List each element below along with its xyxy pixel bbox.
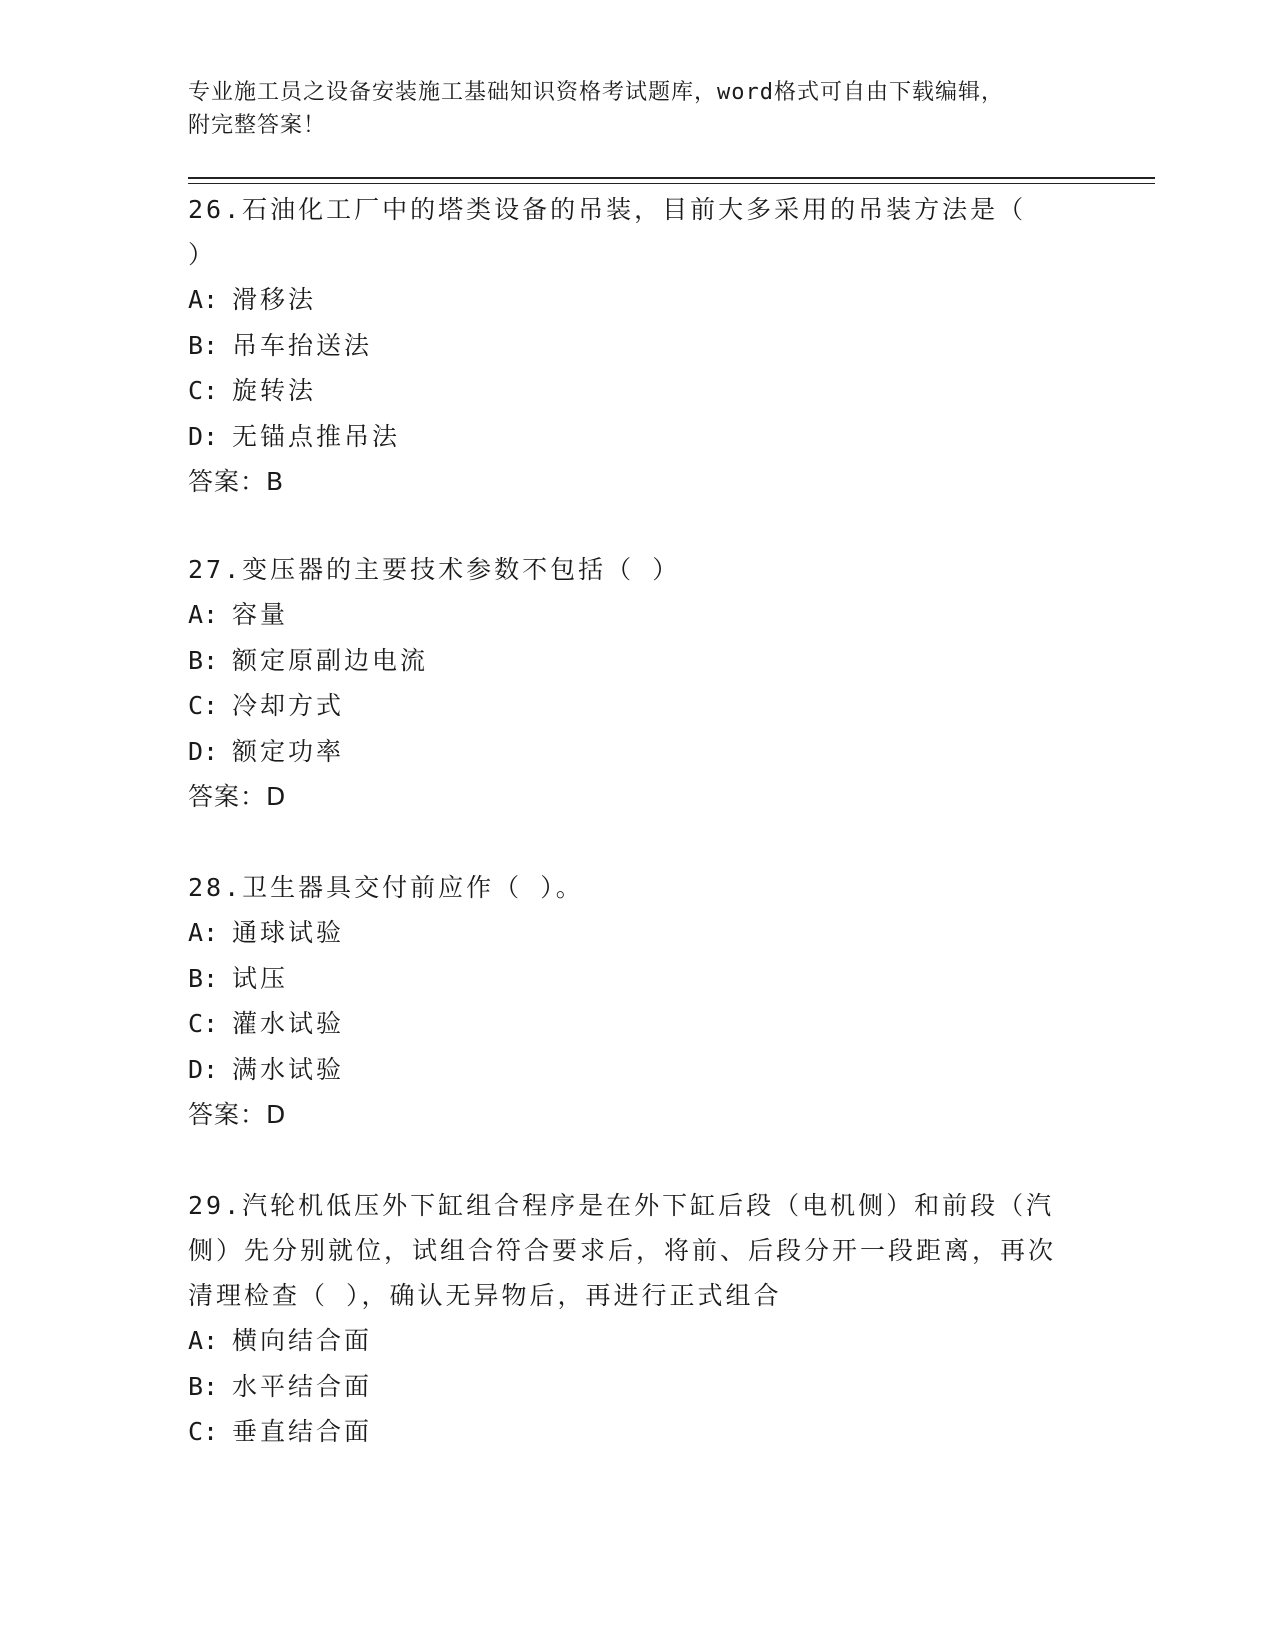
- question-27: [188, 547, 1088, 819]
- option-b: [188, 956, 1088, 1002]
- option-letter: B:: [188, 645, 219, 675]
- option-text: 无锚点推吊法: [232, 421, 401, 451]
- option-letter: A:: [188, 918, 219, 947]
- option-text: 水平结合面: [232, 1371, 373, 1401]
- option-c: [188, 368, 1088, 414]
- option-letter: C:: [188, 1009, 219, 1038]
- option-text: 额定功率: [232, 736, 345, 766]
- option-letter: B:: [188, 963, 219, 993]
- option-a: [188, 1318, 1088, 1364]
- option-letter: D:: [188, 736, 219, 766]
- question-stem: 28.卫生器具交付前应作（ ）。: [188, 873, 584, 902]
- option-c: [188, 683, 1088, 729]
- option-letter: C:: [188, 1417, 219, 1446]
- option-letter: C:: [188, 691, 219, 720]
- answer-text: 答案：D: [188, 782, 287, 811]
- question-stem: 29.汽轮机低压外下缸组合程序是在外下缸后段（电机侧）和前段（汽侧）先分别就位，试组合符合要求后，将前、后段分开一段距离，再次清理检查（ ），确认无异物后，再进行正式组合: [188, 1191, 1057, 1310]
- question-29: [188, 1183, 1088, 1455]
- option-text: 通球试验: [232, 918, 345, 947]
- question-28: [188, 865, 1088, 1137]
- option-text: 试压: [232, 963, 289, 993]
- option-text: 垂直结合面: [232, 1417, 373, 1446]
- option-text: 吊车抬送法: [232, 330, 373, 360]
- option-text: 旋转法: [232, 376, 317, 405]
- question-stem: 27.变压器的主要技术参数不包括（ ）: [188, 555, 681, 584]
- answer-text: 答案：D: [188, 1100, 287, 1129]
- option-b: [188, 323, 1088, 369]
- header-divider-thick: [188, 177, 1155, 179]
- option-letter: D:: [188, 421, 219, 451]
- document-header: [188, 76, 1068, 142]
- option-letter: D:: [188, 1054, 219, 1084]
- question-stem: 26.石油化工厂中的塔类设备的吊装，目前大多采用的吊装方法是（ ）: [188, 195, 1027, 269]
- header-line-2: 附完整答案！: [188, 113, 327, 138]
- option-a: [188, 592, 1088, 638]
- option-text: 冷却方式: [232, 691, 345, 720]
- option-d: [188, 729, 1088, 775]
- option-a: [188, 277, 1088, 323]
- option-letter: B:: [188, 1371, 219, 1401]
- option-text: 横向结合面: [232, 1326, 373, 1355]
- option-letter: B:: [188, 330, 219, 360]
- question-26: [188, 187, 1088, 504]
- option-text: 灌水试验: [232, 1009, 345, 1038]
- option-d: [188, 414, 1088, 460]
- answer-text: 答案：B: [188, 467, 285, 496]
- option-c: [188, 1409, 1088, 1455]
- option-text: 容量: [232, 600, 289, 629]
- option-text: 滑移法: [232, 285, 317, 314]
- option-letter: A:: [188, 285, 219, 314]
- option-d: [188, 1047, 1088, 1093]
- option-letter: A:: [188, 600, 219, 629]
- option-c: [188, 1001, 1088, 1047]
- option-b: [188, 638, 1088, 684]
- option-a: [188, 910, 1088, 956]
- header-divider-thin: [188, 183, 1155, 184]
- option-letter: A:: [188, 1326, 219, 1355]
- option-text: 满水试验: [232, 1054, 345, 1084]
- option-letter: C:: [188, 376, 219, 405]
- header-line-1: 专业施工员之设备安装施工基础知识资格考试题库，word格式可自由下载编辑，: [188, 80, 1004, 105]
- option-text: 额定原副边电流: [232, 645, 429, 675]
- option-b: [188, 1364, 1088, 1410]
